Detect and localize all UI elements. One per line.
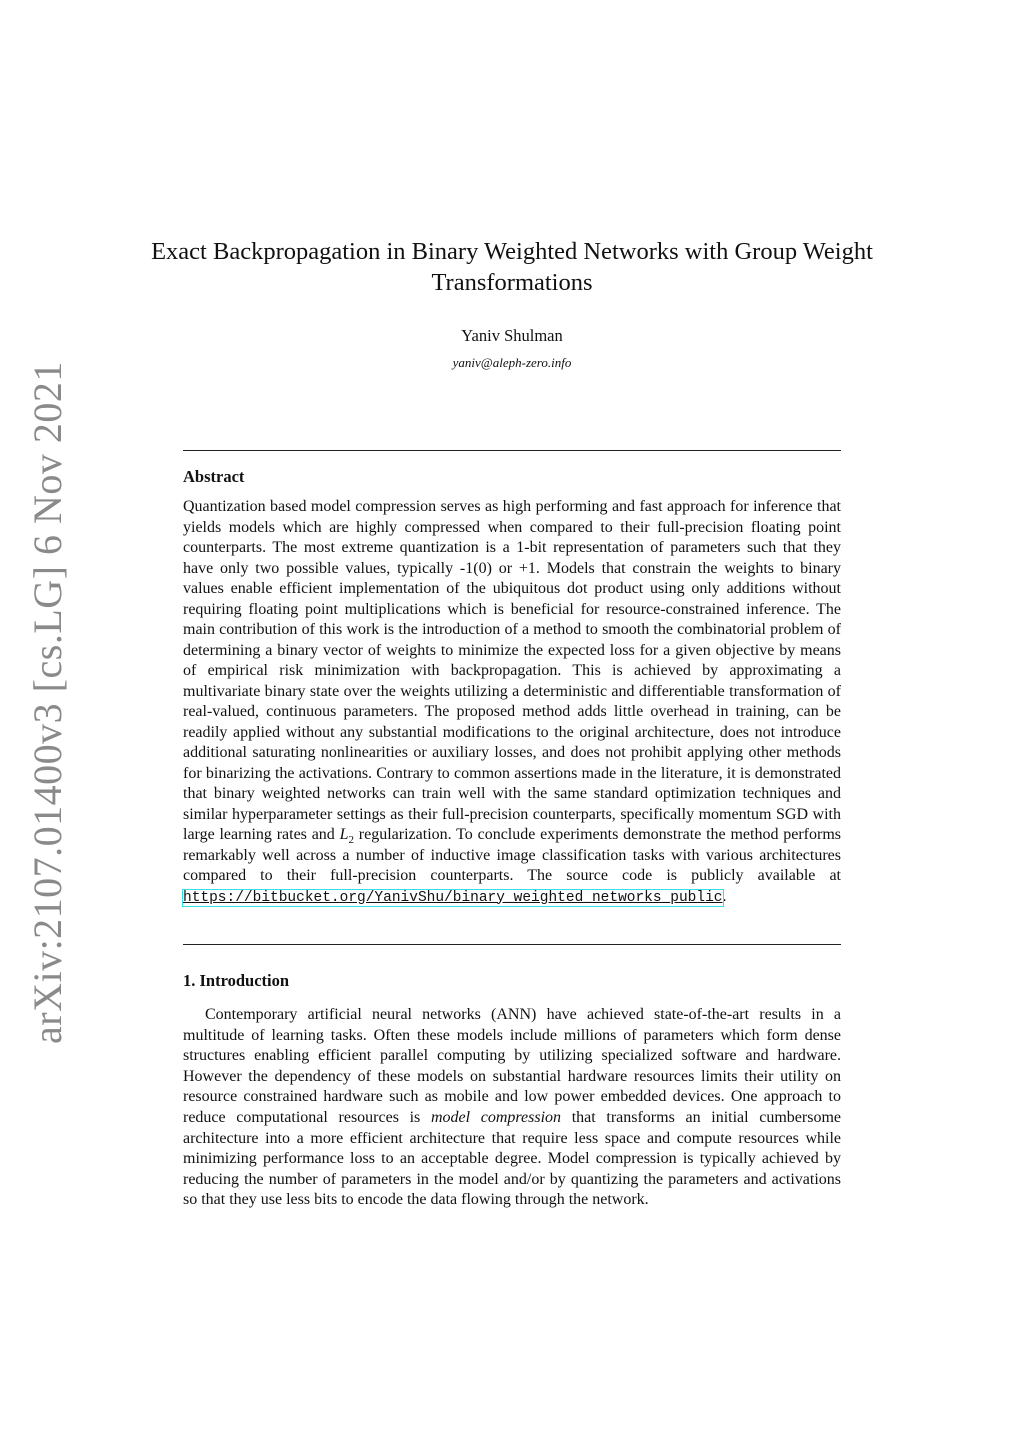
intro-emphasis: model compression <box>430 1108 562 1126</box>
introduction-heading: 1. Introduction <box>183 971 290 990</box>
l2-symbol: L <box>339 826 349 843</box>
l2-subscript: 2 <box>348 834 354 847</box>
abstract-text-part1: Quantization based model compression serves as high performing and fast approach for inference that yields models which are highly compressed when compared to their full-precision floating point counterparts. The most extreme quantization is a 1-bit representation of parameters such that they have only two possible values, typically -1(0) or +1. Models that constrain the weights to binary values enable efficient implementation of the ubiquitous dot product using only additions without requiring floating point multiplications which is beneficial for resource-constrained inference. The main contribution of this work is the introduction of a method to smooth the combinatorial problem of determining a binary vector of weights to minimize the expected loss for a given objective by means of empirical risk minimization with backpropagation. This is achieved by approximating a multivariate binary state over the weights utilizing a deterministic and differentiable transformation of real-valued, continuous parameters. The proposed method adds little overhead in training, can be readily applied without any substantial modifications to the original architecture, does not introduce additional saturating nonlinearities or auxiliary losses, and does not prohibit applying other methods for binarizing the activations. Contrary to common assertions made in the literature, it is demonstrated that binary weighted networks can train well with the same standard optimization techniques and similar hyperparameter settings as their full-precision counterparts, specifically momentum SGD with large learning rates and <box>183 498 841 843</box>
abstract-text-part2: regularization. To conclude experiments demonstrate the method performs remarkably well across a number of inductive image classification tasks with various architectures compared to their full-precision counterparts. The source code is publicly available at <box>183 826 841 884</box>
paper-title: Exact Backpropagation in Binary Weighted Networks with Group Weight Transformations <box>151 238 873 296</box>
intro-text-part2: that transforms an initial cumbersome architecture into a more efficient architecture that require less space and compute resources while minimizing performance loss to an acceptable degree. Model compression is typically achieved by reducing the number of parameters in the model and/or by quantizing the parameters and activations so that they use less bits to encode the data flowing through the network. <box>183 1108 842 1209</box>
source-code-link[interactable]: https://bitbucket.org/YanivShu/binary_weighted_networks_public <box>183 889 723 906</box>
introduction-body <box>183 1005 841 1211</box>
abstract-bottom-rule <box>183 944 841 945</box>
intro-text-part1: Contemporary artificial neural networks (ANN) have achieved state-of-the-art results in a multitude of learning tasks. Often these models include millions of parameters which form dense structures enabling efficient parallel computing by utilizing specialized software and hardware. However the dependency of these models on substantial hardware resources limits their utility on resource constrained hardware such as mobile and low power embedded devices. One approach to reduce computational resources is <box>183 1006 841 1126</box>
abstract-heading: Abstract <box>183 467 245 486</box>
abstract-text-end: . <box>722 887 727 905</box>
author-email: yaniv@aleph-zero.info <box>452 355 572 370</box>
abstract-body <box>183 497 841 908</box>
arxiv-identifier: arXiv:2107.01400v3 [cs.LG] 6 Nov 2021 <box>25 361 70 1044</box>
abstract-top-rule <box>183 450 841 451</box>
author-name: Yaniv Shulman <box>461 326 563 345</box>
